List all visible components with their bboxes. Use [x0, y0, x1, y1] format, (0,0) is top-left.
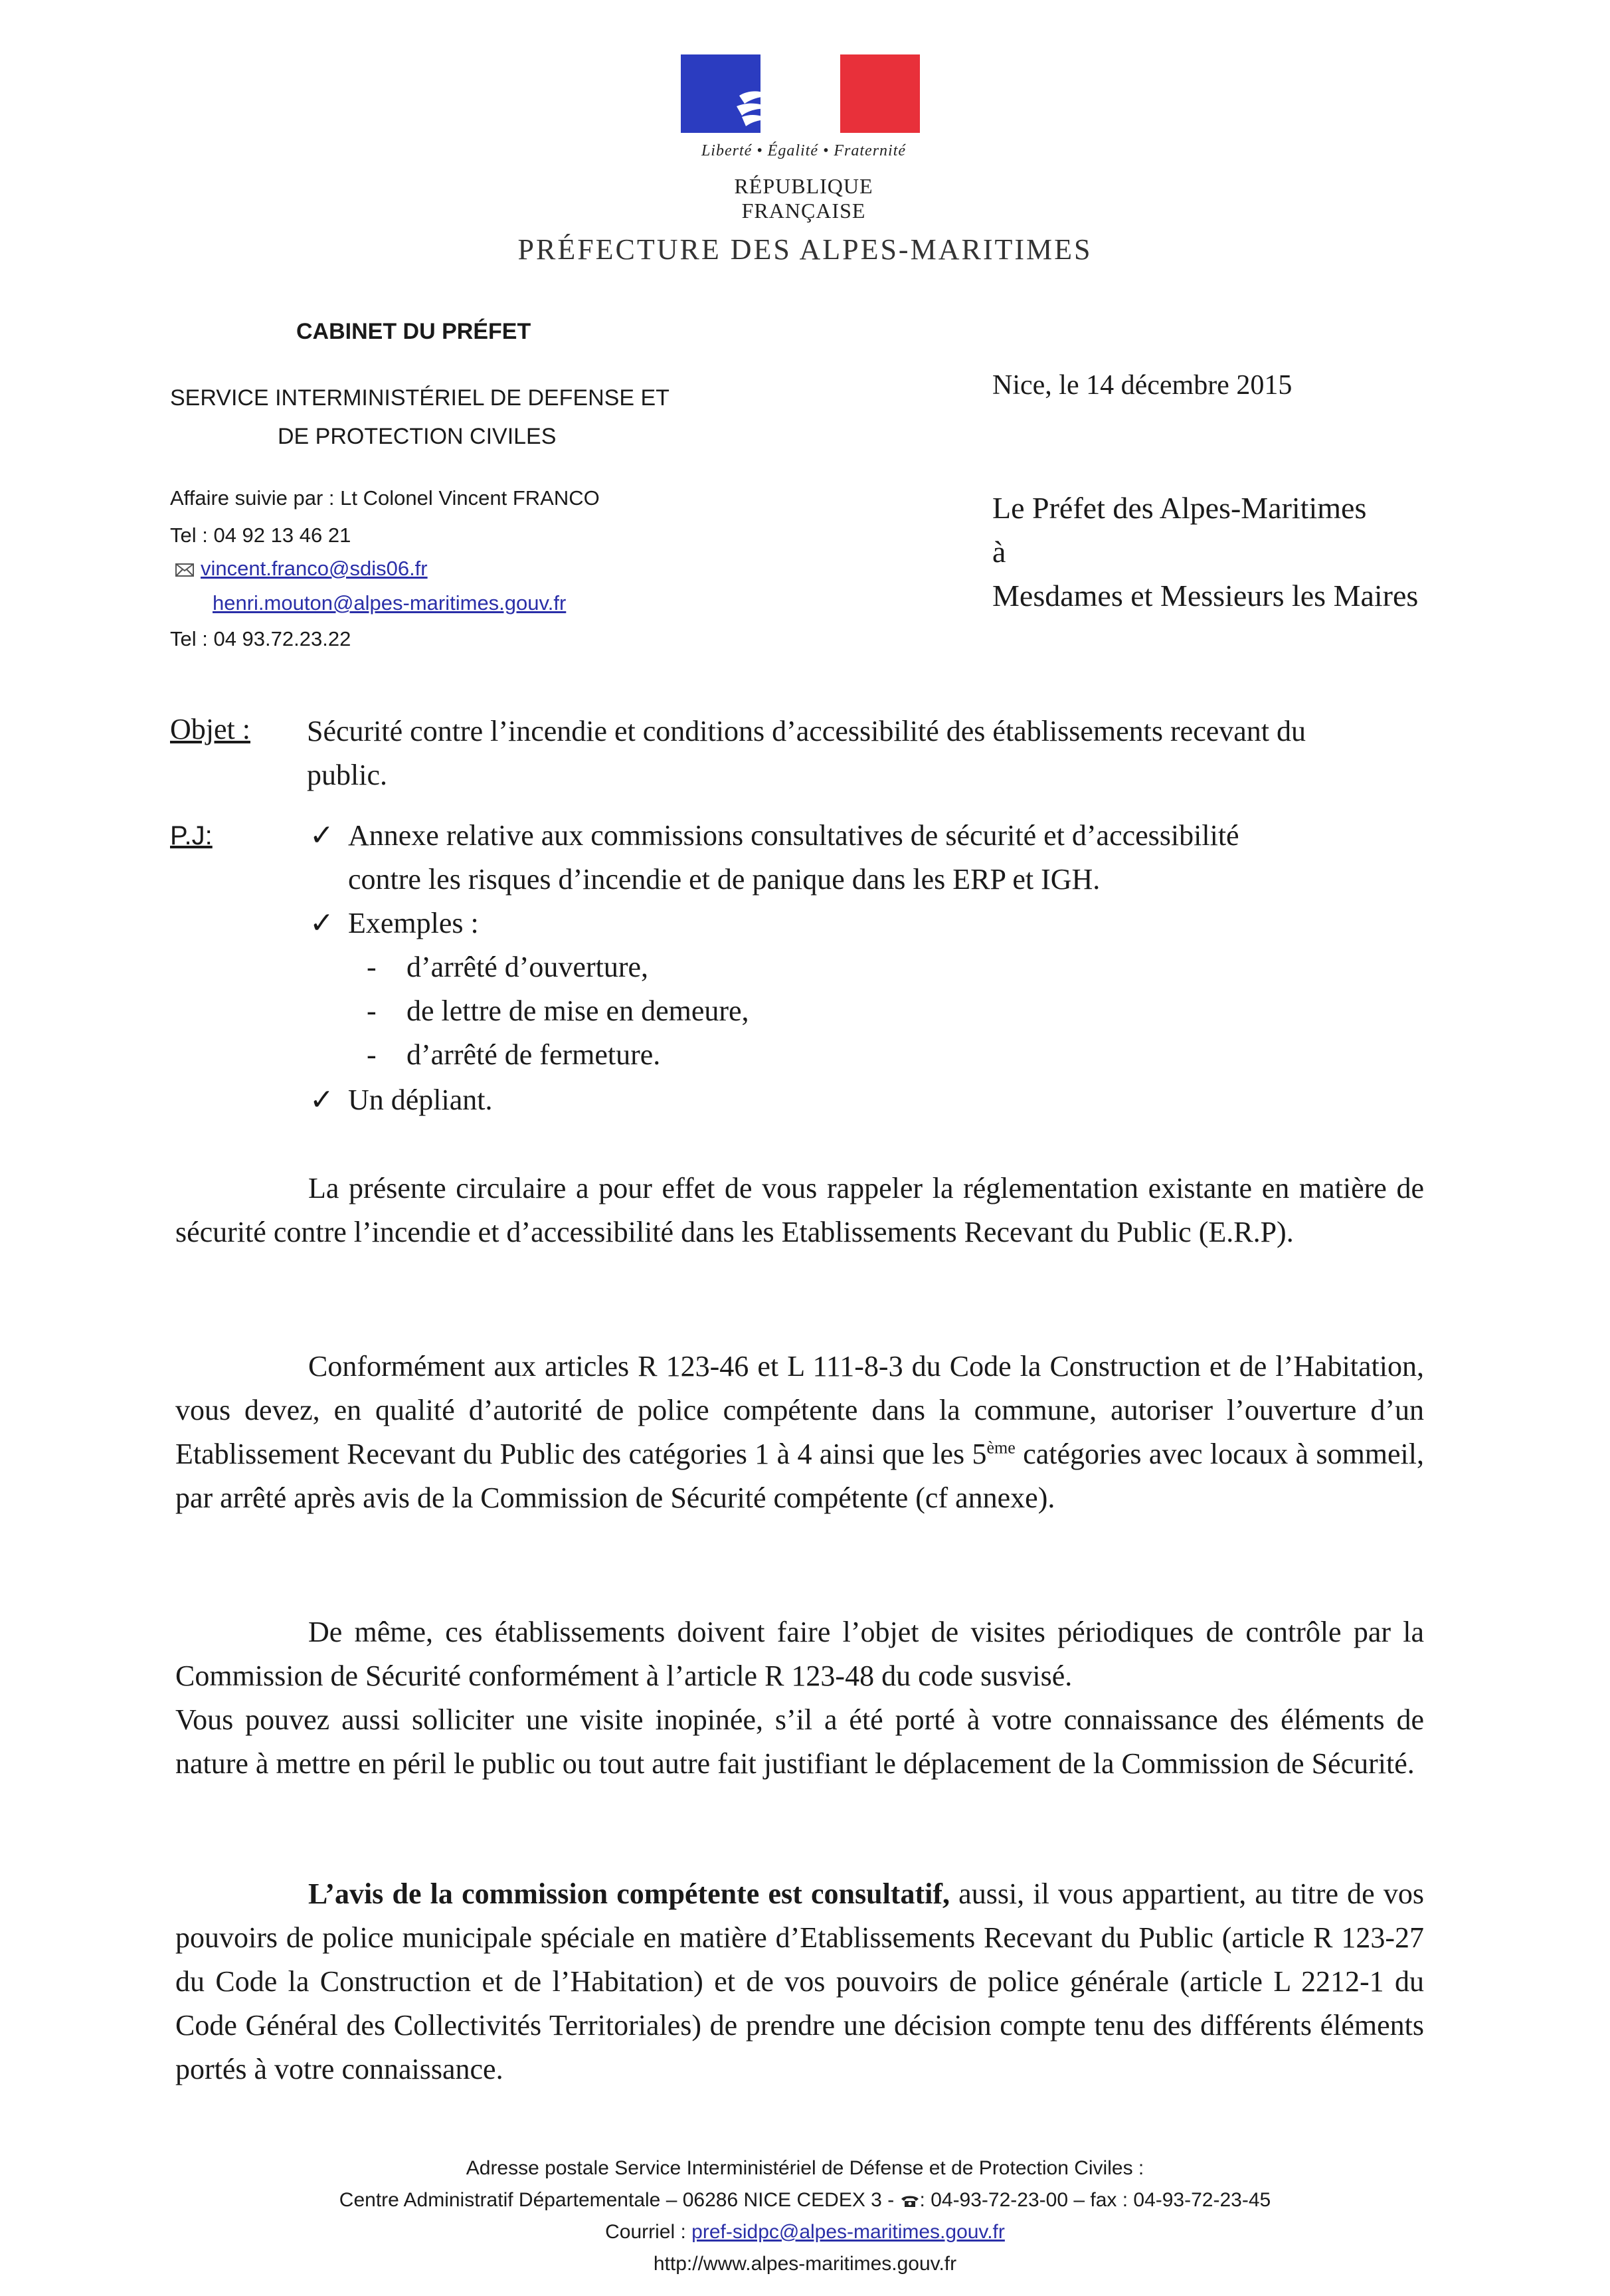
service-line-1: SERVICE INTERMINISTÉRIEL DE DEFENSE ET — [170, 385, 670, 411]
pj-item-2: Exemples : — [348, 907, 479, 939]
paragraph-3-text-b: Vous pouvez aussi solliciter une visite inopinée, s’il a été porté à votre connaissance des éléments de nature à mettre en péril le public ou tout autre fait justifiant le déplacement de la Commission de Sécurité. — [175, 1703, 1424, 1780]
to-line: à — [992, 535, 1006, 569]
objet-label-text: Objet : — [170, 713, 250, 745]
pj-item-1-line-2: contre les risques d’incendie et de panique dans les ERP et IGH. — [348, 863, 1101, 896]
telephone-icon — [900, 2194, 920, 2208]
phone-1: Tel : 04 92 13 46 21 — [170, 524, 351, 547]
phone-2: Tel : 04 93.72.23.22 — [170, 627, 351, 650]
courriel-link[interactable]: pref-sidpc@alpes-maritimes.gouv.fr — [691, 2221, 1005, 2243]
recipient-line: Mesdames et Messieurs les Maires — [992, 579, 1419, 613]
pj-label-text: P.J: — [170, 821, 213, 850]
paragraph-2-text-b: catégories avec locaux à sommeil, par arrêté après avis de la Commission de Sécurité compétente (cf annexe). — [175, 1438, 1424, 1514]
pj-sub-1: d’arrêté d’ouverture, — [406, 951, 649, 983]
prefecture-title: PRÉFECTURE DES ALPES-MARITIMES — [517, 233, 1093, 266]
letter-date: Nice, le 14 décembre 2015 — [992, 370, 1293, 401]
republic-motto: Liberté • Égalité • Fraternité — [701, 142, 907, 159]
paragraph-3-text-a: De même, ces établissements doivent faire l’objet de visites périodiques de contrôle par la Commission de Sécurité conformément à l’article R 123-48 du code susvisé. — [175, 1616, 1424, 1692]
footer-line-1: Adresse postale Service Interministériel de Défense et de Protection Civiles : — [466, 2157, 1144, 2179]
superscript-eme: ème — [986, 1438, 1016, 1458]
paragraph-3 — [175, 1610, 1424, 1786]
paragraph-1-text: La présente circulaire a pour effet de vous rappeler la réglementation existante en matière de sécurité contre l’incendie et d’accessibilité dans les Etablissements Recevant du Public (E.R.P). — [175, 1172, 1424, 1248]
paragraph-4-text: aussi, il vous appartient, au titre de vos pouvoirs de police municipale spéciale en matière d’Etablissements Recevant du Public (article R 123-27 du Code la Construction et de l’Habitation) et de vos pouvoirs de police générale (article L 2212-1 du Code Général des Collectivités Territoriales) de prendre une décision compte tenu des différents éléments portés à votre connaissance. — [175, 1877, 1424, 2085]
footer-line-2 — [0, 2184, 1610, 2216]
footer-phone-fax: : 04-93-72-23-00 – fax : 04-93-72-23-45 — [919, 2189, 1271, 2211]
check-icon: ✓ — [310, 819, 334, 852]
envelope-icon — [175, 563, 194, 577]
dash-bullet: - — [367, 951, 377, 983]
objet-text: Sécurité contre l’incendie et conditions d’accessibilité des établissements recevant du public. — [307, 715, 1306, 791]
footer-website[interactable]: http://www.alpes-maritimes.gouv.fr — [653, 2253, 957, 2275]
pj-label — [170, 821, 213, 851]
paragraph-2 — [175, 1345, 1424, 1520]
email-link-franco[interactable]: vincent.franco@sdis06.fr — [201, 557, 428, 580]
footer-address: Centre Administratif Départementale – 06286 NICE CEDEX 3 - — [339, 2189, 900, 2211]
marianne-flag-icon — [681, 54, 920, 133]
check-icon: ✓ — [310, 1084, 334, 1116]
pj-item-3: Un dépliant. — [348, 1084, 493, 1116]
dash-bullet: - — [367, 1038, 377, 1071]
paragraph-4 — [175, 1872, 1424, 2091]
dash-bullet: - — [367, 995, 377, 1027]
cabinet-heading: CABINET DU PRÉFET — [296, 319, 531, 344]
email-row — [175, 557, 428, 581]
pj-sub-2: de lettre de mise en demeure, — [406, 995, 749, 1027]
email-link-mouton[interactable]: henri.mouton@alpes-maritimes.gouv.fr — [213, 591, 567, 615]
objet-label — [170, 712, 250, 746]
check-icon: ✓ — [310, 907, 334, 939]
footer — [0, 2152, 1610, 2280]
pj-sub-3: d’arrêté de fermeture. — [406, 1038, 661, 1071]
pj-item-1-line-1: Annexe relative aux commissions consultatives de sécurité et d’accessibilité — [348, 819, 1239, 852]
courriel-label: Courriel : — [605, 2221, 692, 2243]
service-line-2: DE PROTECTION CIVILES — [278, 424, 557, 449]
republic-name: RÉPUBLIQUE FRANÇAISE — [734, 174, 873, 223]
affaire-suivie: Affaire suivie par : Lt Colonel Vincent FRANCO — [170, 486, 600, 510]
paragraph-1 — [175, 1167, 1424, 1254]
sender-line: Le Préfet des Alpes-Maritimes — [992, 491, 1367, 525]
paragraph-4-bold: L’avis de la commission compétente est consultatif, — [308, 1877, 950, 1910]
footer-line-3 — [0, 2216, 1610, 2248]
email-row-2 — [213, 591, 566, 615]
paragraph-2-text-a: Conformément aux articles R 123-46 et L 111-8-3 du Code la Construction et de l’Habitation, vous devez, en qualité d’autorité de police compétente dans la commune, autoriser l’ouverture d’un Etablissement Recevant du Public des catégories 1 à 4 ainsi que les 5 — [175, 1350, 1424, 1470]
